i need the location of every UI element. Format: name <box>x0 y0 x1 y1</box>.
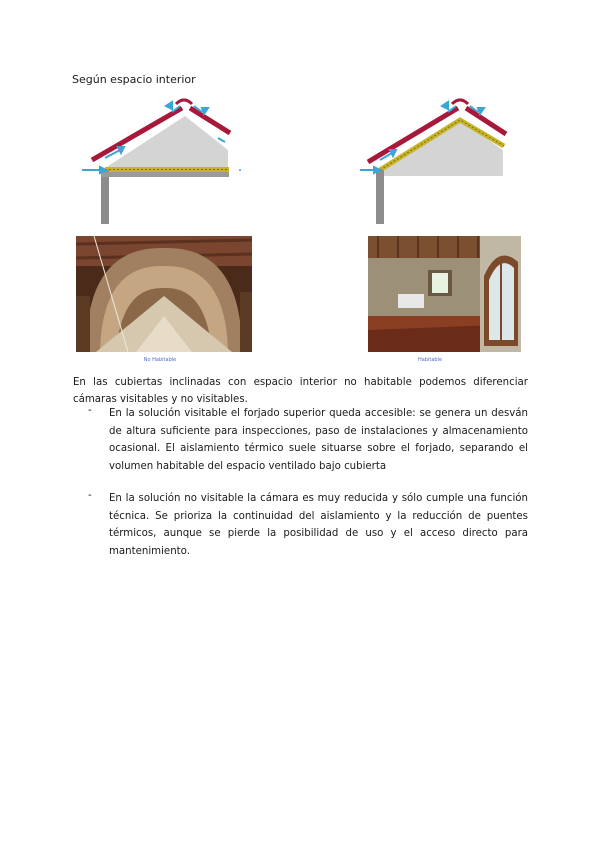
habitable-space <box>380 120 503 176</box>
floor-slab <box>101 172 229 177</box>
bullet-non-visitable: En la solución no visitable la cámara es muy reducida y sólo cumple una función técnica. Se prioriza la continuidad del aislamiento y la reducción de puentes térmicos, aunque se pierde la posibilidad de uso y el acceso directo para mantenimiento. <box>109 493 528 557</box>
wall <box>101 170 109 224</box>
wall <box>376 170 384 224</box>
section-heading: Según espacio interior <box>72 73 196 86</box>
photo-habitable-attic <box>368 236 521 352</box>
ridge-vent <box>176 100 192 104</box>
photo-non-habitable-attic <box>76 236 252 352</box>
roof-diagram-insulated-slab <box>80 98 245 224</box>
caption-non-habitable: No Habitable <box>143 357 177 363</box>
intro-paragraph: En las cubiertas inclinadas con espacio interior no habitable podemos diferenciar cámaras visitables y no visitables. <box>73 377 528 405</box>
ridge-vent <box>452 100 468 104</box>
bullet-marker: - <box>88 405 92 416</box>
bullet-visitable: En la solución visitable el forjado superior queda accesible: se genera un desván de altura suficiente para inspecciones, paso de instalaciones y almacenamiento ocasional. El aislamiento térmico suele situarse sobre el forjado, separando el volumen habitable del espacio ventilado bajo cubierta <box>109 408 528 472</box>
roof-diagram-insulated-slope <box>358 98 508 224</box>
caption-habitable: Habitable <box>417 357 443 363</box>
bullet-marker: - <box>88 490 92 501</box>
